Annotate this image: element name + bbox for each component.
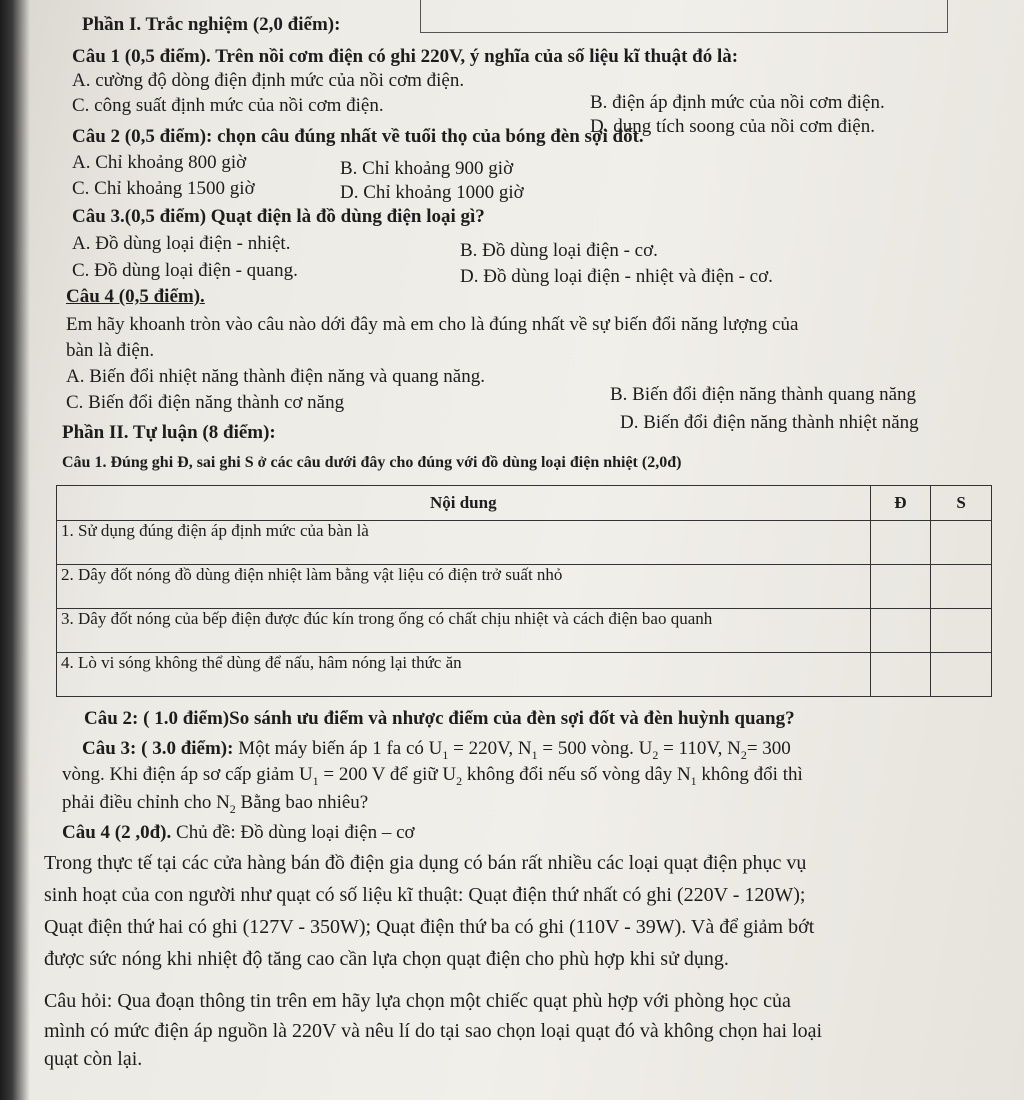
q4-paragraph-line: Quạt điện thứ hai có ghi (127V - 350W); Quạt điện thứ ba có ghi (110V - 39W). Và để giảm bớt bbox=[44, 916, 815, 938]
table-row bbox=[57, 609, 992, 653]
table-row bbox=[57, 521, 992, 565]
header-box bbox=[420, 0, 948, 33]
row-statement: 3. Dây đốt nóng của bếp điện được đúc kín trong ống có chất chịu nhiệt và cách điện bao quanh bbox=[57, 609, 871, 653]
part1-title: Phần I. Trắc nghiệm (2,0 điểm): bbox=[82, 14, 341, 35]
q4-text-2: bàn là điện. bbox=[66, 340, 155, 361]
false-cell[interactable] bbox=[931, 565, 992, 609]
true-cell[interactable] bbox=[870, 653, 931, 697]
header-false: S bbox=[931, 486, 992, 521]
true-cell[interactable] bbox=[870, 609, 931, 653]
part2-q1-stem: Câu 1. Đúng ghi Đ, sai ghi S ở các câu dưới đây cho đúng với đồ dùng loại điện nhiệt (2,0đ) bbox=[62, 454, 682, 471]
q2-option-b[interactable]: B. Chỉ khoảng 900 giờ bbox=[340, 158, 514, 179]
q2-stem: Câu 2 (0,5 điểm): chọn câu đúng nhất về tuổi thọ của bóng đèn sợi đốt. bbox=[72, 126, 644, 147]
part2-q3-line1: Câu 3: ( 3.0 điểm): Một máy biến áp 1 fa có $U_1 = 220V$, $N_1 = 500$ vòng. $U_2 = 110V$, $N_2= 300$ bbox=[82, 738, 791, 762]
part2-q2: Câu 2: ( 1.0 điểm)So sánh ưu điểm và nhược điểm của đèn sợi đốt và đèn huỳnh quang? bbox=[84, 708, 795, 729]
part2-title: Phần II. Tự luận (8 điểm): bbox=[62, 422, 276, 443]
q3-option-b[interactable]: B. Đồ dùng loại điện - cơ. bbox=[460, 240, 658, 261]
false-cell[interactable] bbox=[931, 653, 992, 697]
part2-q3-line3: phải điều chỉnh cho $N_2$ Bằng bao nhiêu? bbox=[62, 792, 369, 816]
q1-option-b[interactable]: B. điện áp định mức của nồi cơm điện. bbox=[590, 92, 885, 113]
false-cell[interactable] bbox=[931, 609, 992, 653]
q3-option-a[interactable]: A. Đồ dùng loại điện - nhiệt. bbox=[72, 233, 291, 254]
q4-stem: Câu 4 (0,5 điểm). bbox=[66, 286, 205, 307]
q4-paragraph-line: Trong thực tế tại các cửa hàng bán đồ điện gia dụng có bán rất nhiều các loại quạt điện phục vụ bbox=[44, 852, 807, 874]
true-false-table bbox=[56, 485, 992, 697]
q4-question-line: Câu hỏi: Qua đoạn thông tin trên em hãy lựa chọn một chiếc quạt phù hợp với phòng học của bbox=[44, 990, 791, 1012]
part2-q3-line2: vòng. Khi điện áp sơ cấp giảm $U_1 = 200$ V để giữ $U_2$ không đổi nếu số vòng dây $N_1$ không đổi thì bbox=[62, 764, 803, 788]
q4-paragraph-line: sinh hoạt của con người như quạt có số liệu kĩ thuật: Quạt điện thứ nhất có ghi (220V - 120W); bbox=[44, 884, 806, 906]
header-true: Đ bbox=[870, 486, 931, 521]
table-header-row bbox=[57, 486, 992, 521]
q4-paragraph-line: được sức nóng khi nhiệt độ tăng cao cần lựa chọn quạt điện cho phù hợp khi sử dụng. bbox=[44, 948, 729, 970]
row-statement: 2. Dây đốt nóng đồ dùng điện nhiệt làm bằng vật liệu có điện trở suất nhỏ bbox=[57, 565, 871, 609]
q1-option-d[interactable]: D. dung tích soong của nồi cơm điện. bbox=[590, 116, 875, 137]
part2-q4-title: Câu 4 (2 ,0đ). Chủ đề: Đồ dùng loại điện – cơ bbox=[62, 822, 415, 843]
row-statement: 1. Sử dụng đúng điện áp định mức của bàn là bbox=[57, 521, 871, 565]
q4-question-line: mình có mức điện áp nguồn là 220V và nêu lí do tại sao chọn loại quạt đó và không chọn hai loại bbox=[44, 1020, 823, 1042]
q3-option-c[interactable]: C. Đồ dùng loại điện - quang. bbox=[72, 260, 298, 281]
page-edge-shadow bbox=[0, 0, 30, 1100]
header-content: Nội dung bbox=[57, 486, 871, 521]
q1-option-c[interactable]: C. công suất định mức của nồi cơm điện. bbox=[72, 95, 384, 116]
q4-option-b[interactable]: B. Biến đổi điện năng thành quang năng bbox=[610, 384, 917, 405]
q1-stem: Câu 1 (0,5 điểm). Trên nồi cơm điện có ghi 220V, ý nghĩa của số liệu kĩ thuật đó là: bbox=[72, 46, 739, 67]
table-row bbox=[57, 653, 992, 697]
q4-question-line: quạt còn lại. bbox=[44, 1048, 143, 1070]
row-statement: 4. Lò vi sóng không thể dùng để nấu, hâm nóng lại thức ăn bbox=[57, 653, 871, 697]
table-row bbox=[57, 565, 992, 609]
q2-option-c[interactable]: C. Chỉ khoảng 1500 giờ bbox=[72, 178, 255, 199]
q4-option-c[interactable]: C. Biến đổi điện năng thành cơ năng bbox=[66, 392, 345, 413]
q2-option-a[interactable]: A. Chỉ khoảng 800 giờ bbox=[72, 152, 247, 173]
q4-option-d[interactable]: D. Biến đổi điện năng thành nhiệt năng bbox=[620, 412, 919, 433]
q3-stem: Câu 3.(0,5 điểm) Quạt điện là đồ dùng điện loại gì? bbox=[72, 206, 485, 227]
q3-option-d[interactable]: D. Đồ dùng loại điện - nhiệt và điện - cơ. bbox=[460, 266, 773, 287]
q4-text: Em hãy khoanh tròn vào câu nào dới đây mà em cho là đúng nhất về sự biến đổi năng lượng của bbox=[66, 314, 799, 335]
true-cell[interactable] bbox=[870, 565, 931, 609]
q4-option-a[interactable]: A. Biến đổi nhiệt năng thành điện năng và quang năng. bbox=[66, 366, 485, 387]
true-cell[interactable] bbox=[870, 521, 931, 565]
false-cell[interactable] bbox=[931, 521, 992, 565]
q1-option-a[interactable]: A. cường độ dòng điện định mức của nồi cơm điện. bbox=[72, 70, 465, 91]
q2-option-d[interactable]: D. Chỉ khoảng 1000 giờ bbox=[340, 182, 524, 203]
